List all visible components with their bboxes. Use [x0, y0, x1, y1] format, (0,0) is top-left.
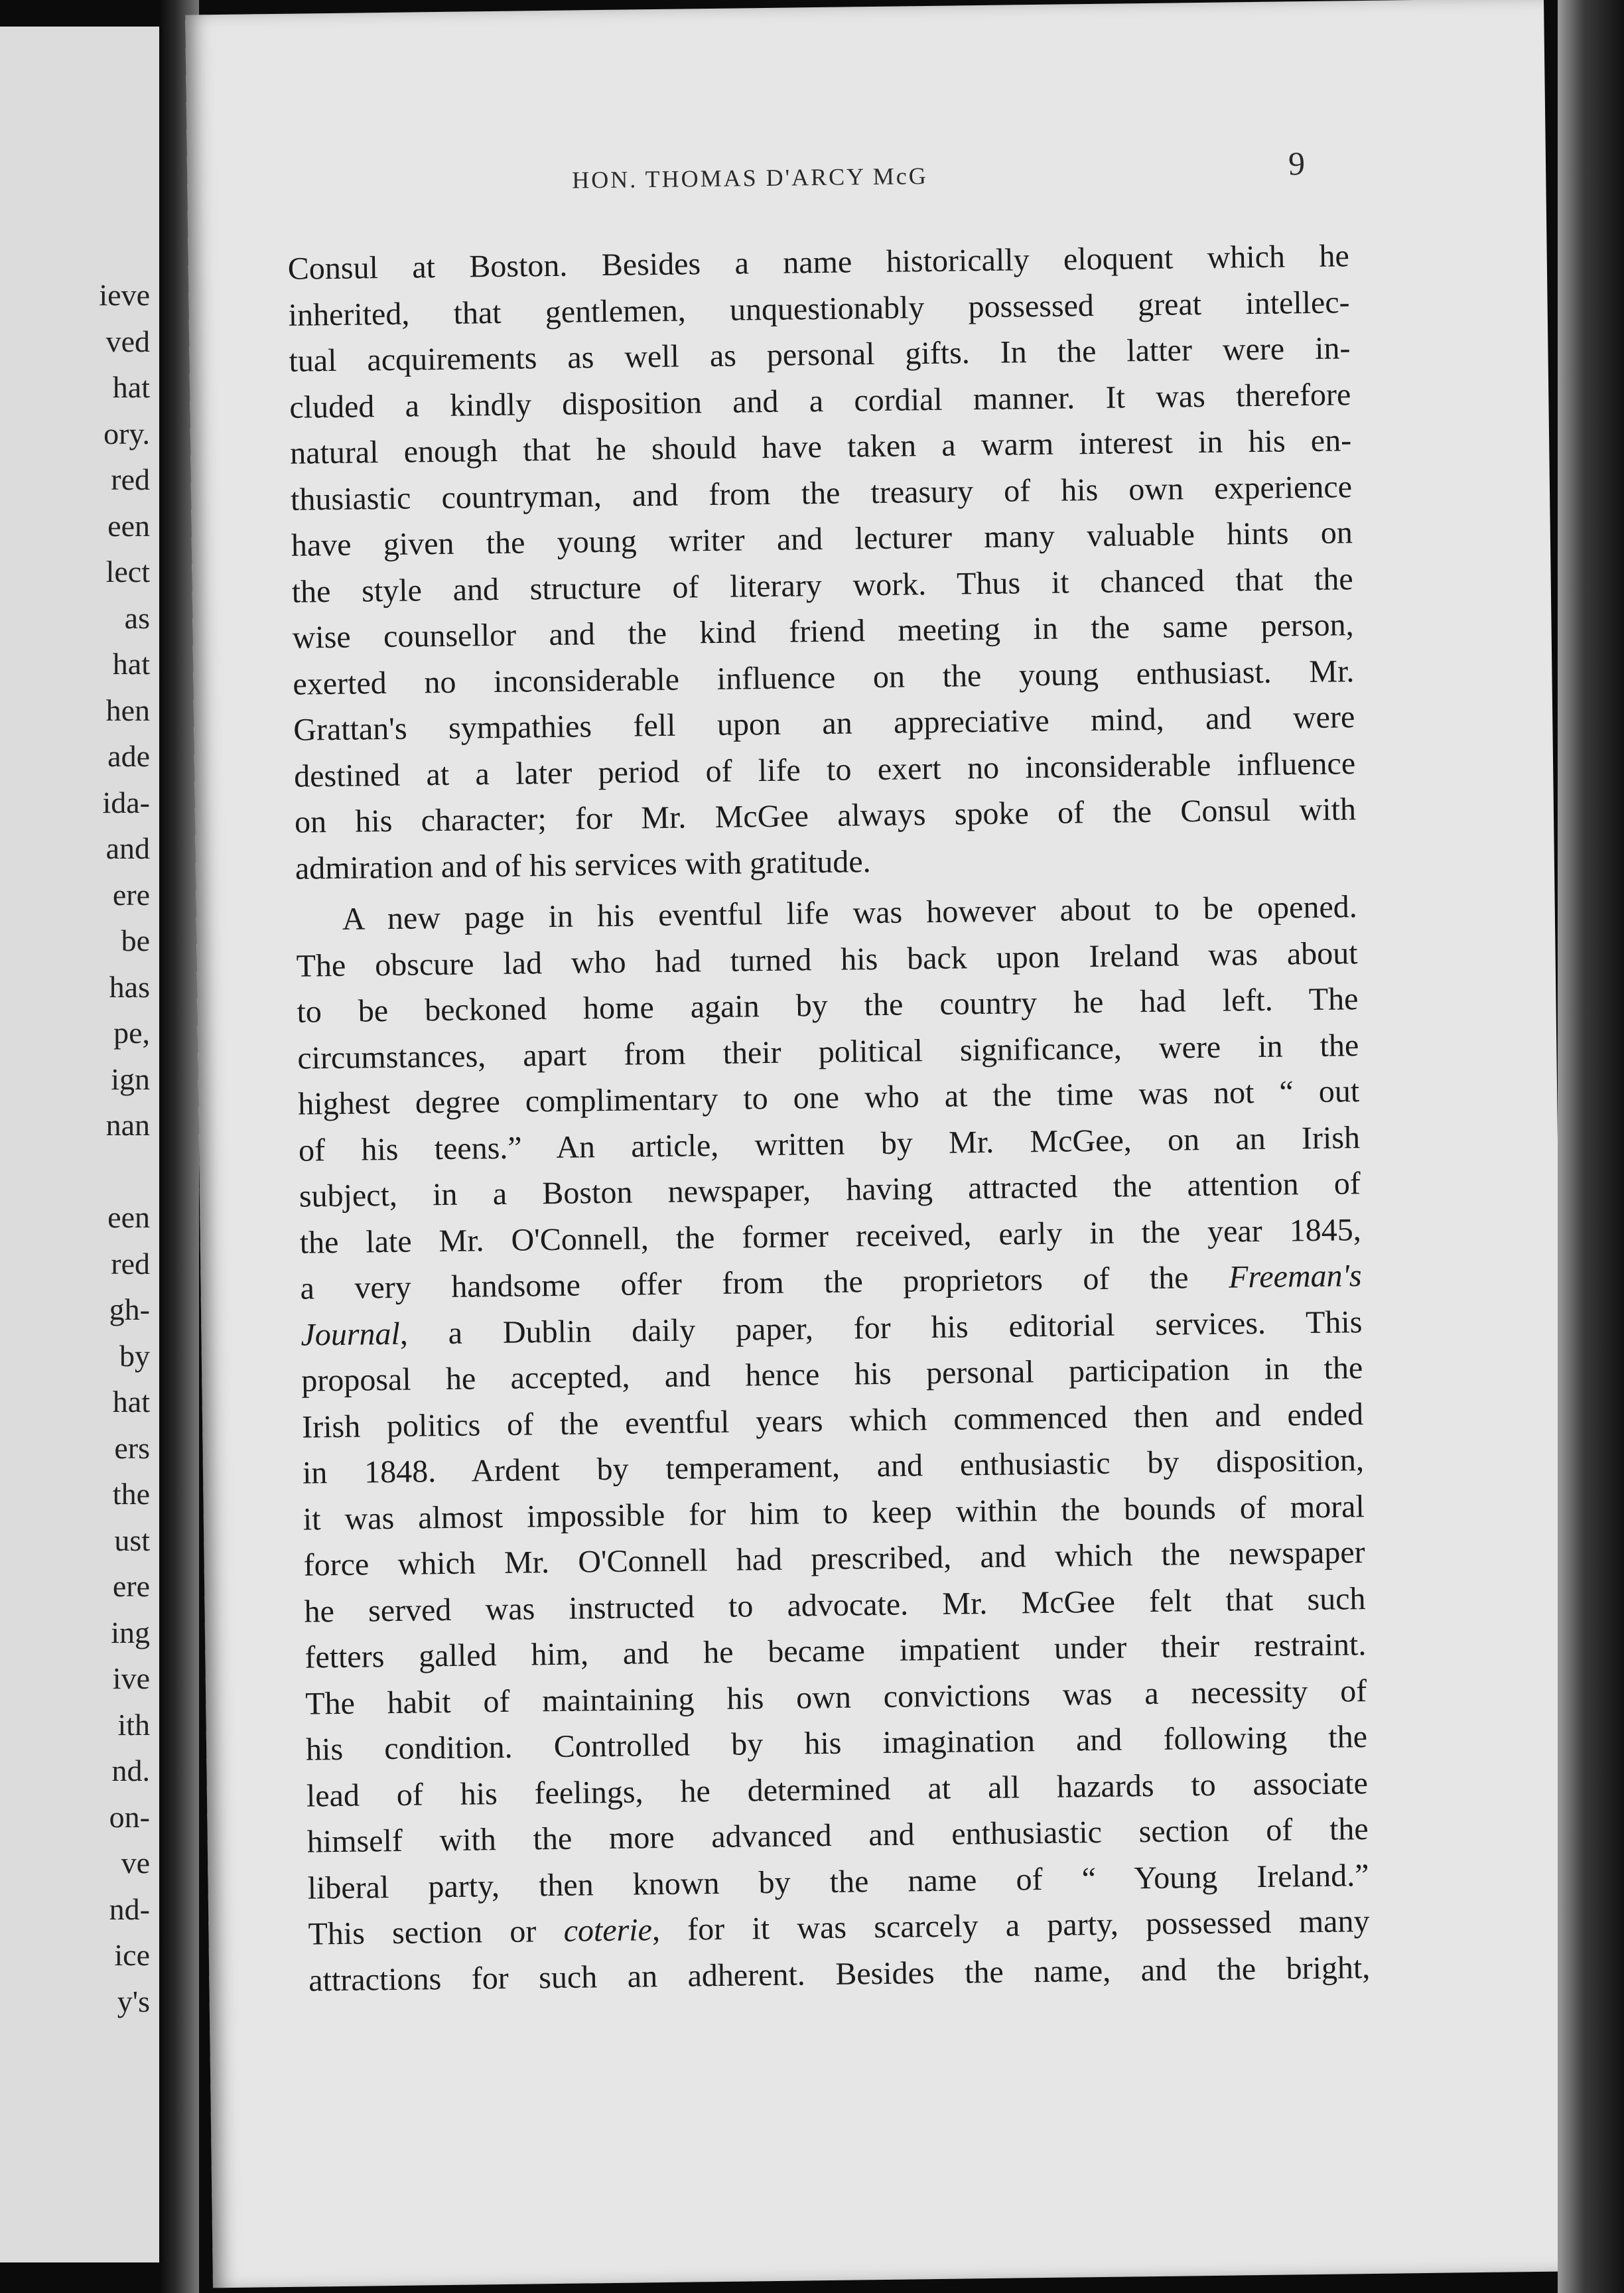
text-line: he served was instructed to advocate. Mr. McGee felt that such — [304, 1580, 1366, 1630]
text-line: wise counsellor and the kind friend meeting in the same person, — [292, 607, 1354, 656]
left-page-fragment: een — [107, 508, 150, 543]
text-line: inherited, that gentlemen, unquestionably possessed great intellec- — [288, 284, 1350, 333]
text-line: have given the young writer and lecturer many valuable hints on — [291, 515, 1353, 563]
text-line: circumstances, apart from their political significance, were in the — [297, 1027, 1359, 1076]
left-page-fragment: as — [124, 600, 150, 635]
left-page-fragment: hat — [112, 1385, 150, 1419]
left-page-fragment: ign — [111, 1062, 150, 1096]
book-page — [185, 0, 1572, 2288]
left-page-fragment: ory. — [103, 416, 150, 451]
left-page-fragment: ice — [114, 1938, 150, 1972]
text-line: the style and structure of literary work. Thus it chanced that the — [291, 561, 1353, 610]
left-facing-page — [0, 27, 159, 2262]
text-line: Irish politics of the eventful years which commenced then and ended — [301, 1396, 1364, 1445]
text-line: cluded a kindly disposition and a cordial manner. It was therefore — [289, 376, 1351, 425]
left-page-fragment: ere — [112, 877, 150, 912]
left-page-fragment: ive — [112, 1661, 150, 1695]
left-page-fragment: ve — [121, 1846, 150, 1880]
text-line: destined at a later period of life to exert no inconsiderable influence — [293, 745, 1356, 794]
text-line: tual acquirements as well as personal gifts. In the latter were in- — [289, 330, 1351, 379]
left-page-fragment: nd. — [111, 1754, 150, 1787]
text-line: on his character; for Mr. McGee always spoke of the Consul with — [294, 792, 1357, 840]
left-page-fragment: nd- — [109, 1892, 150, 1926]
text-line: his condition. Controlled by his imagination and following the — [305, 1719, 1368, 1768]
left-page-fragment: een — [107, 1200, 150, 1234]
left-page-fragment: ved — [105, 324, 150, 358]
page-edge-shadow — [1558, 0, 1624, 2293]
text-line: fetters galled him, and he became impatient under their restraint. — [304, 1627, 1367, 1675]
text-line: of his teens.” An article, written by Mr. McGee, on an Irish — [298, 1119, 1361, 1168]
left-page-text-fragments — [99, 272, 150, 2024]
left-page-fragment: gh- — [109, 1292, 150, 1326]
left-page-fragment: red — [111, 1246, 150, 1281]
left-page-fragment: ieve — [99, 278, 150, 312]
page-number: 9 — [1288, 145, 1306, 182]
text-line: exerted no inconsiderable influence on the young enthusiast. Mr. — [293, 653, 1355, 702]
text-line: Grattan's sympathies fell upon an appreciative mind, and were — [293, 699, 1355, 748]
left-page-fragment: ust — [114, 1523, 150, 1557]
left-page-fragment: hen — [105, 693, 150, 727]
left-page-fragment: hat — [112, 647, 150, 681]
left-page-fragment: by — [119, 1338, 150, 1373]
text-line: A new page in his eventful life was however about to be opened. — [342, 889, 1358, 937]
left-page-fragment: ere — [112, 1569, 150, 1603]
left-page-fragment: ing — [111, 1615, 150, 1649]
left-page-fragment: ith — [117, 1707, 150, 1742]
text-line: Consul at Boston. Besides a name historically eloquent which he — [287, 238, 1350, 287]
text-line: in 1848. Ardent by temperament, and enthusiastic by disposition, — [302, 1442, 1365, 1491]
left-page-fragment: be — [121, 924, 150, 957]
text-line: The obscure lad who had turned his back upon Ireland was about — [296, 935, 1358, 984]
left-page-fragment: on- — [109, 1799, 150, 1834]
text-line: himself with the more advanced and enthusiastic section of the — [306, 1811, 1369, 1860]
left-page-fragment: pe, — [113, 1016, 150, 1050]
text-line: proposal he accepted, and hence his personal participation in the — [301, 1350, 1363, 1399]
left-page-fragment: nan — [105, 1108, 150, 1142]
text-line: highest degree complimentary to one who at the time was not “ out — [297, 1074, 1360, 1122]
left-page-fragment: y's — [117, 1984, 150, 2018]
text-line: liberal party, then known by the name of “ Young Ireland.” — [307, 1857, 1369, 1906]
text-line: This section or coterie, for it was scarcely a party, possessed many — [308, 1904, 1370, 1952]
left-page-fragment: and — [105, 831, 150, 865]
text-line: to be beckoned home again by the country he had left. The — [297, 981, 1359, 1030]
left-page-fragment: the — [112, 1477, 150, 1511]
text-line: thusiastic countryman, and from the treasury of his own experience — [290, 468, 1353, 518]
left-page-fragment: ade — [107, 739, 150, 773]
page-body-text — [287, 233, 1370, 2003]
text-line: force which Mr. O'Connell had prescribed, and which the newspaper — [303, 1535, 1365, 1583]
text-line: attractions for such an adherent. Besides the name, and the bright, — [308, 1949, 1371, 1998]
text-line: lead of his feelings, he determined at all hazards to associate — [306, 1765, 1369, 1814]
left-page-fragment: ida- — [102, 785, 150, 819]
text-line: subject, in a Boston newspaper, having attracted the attention of — [299, 1166, 1361, 1214]
left-page-fragment: red — [111, 462, 150, 496]
text-line: the late Mr. O'Connell, the former received, early in the year 1845, — [299, 1212, 1361, 1261]
left-page-fragment — [99, 1148, 150, 1195]
left-page-fragment: ers — [114, 1430, 150, 1465]
text-line: The habit of maintaining his own convictions was a necessity of — [304, 1673, 1367, 1722]
left-page-fragment: hat — [112, 370, 150, 404]
text-line: a very handsome offer from the proprietors of the Freeman's — [300, 1258, 1362, 1306]
text-line: Journal, a Dublin daily paper, for his editorial services. This — [301, 1304, 1363, 1353]
left-page-fragment: lect — [105, 555, 150, 589]
text-line: natural enough that he should have taken a warm interest in his en- — [289, 423, 1352, 471]
left-page-fragment: has — [109, 969, 150, 1004]
running-head: HON. THOMAS D'ARCY McG — [571, 162, 928, 194]
text-line: admiration and of his services with gratitude. — [295, 843, 871, 886]
text-line: it was almost impossible for him to keep within the bounds of moral — [303, 1488, 1365, 1537]
